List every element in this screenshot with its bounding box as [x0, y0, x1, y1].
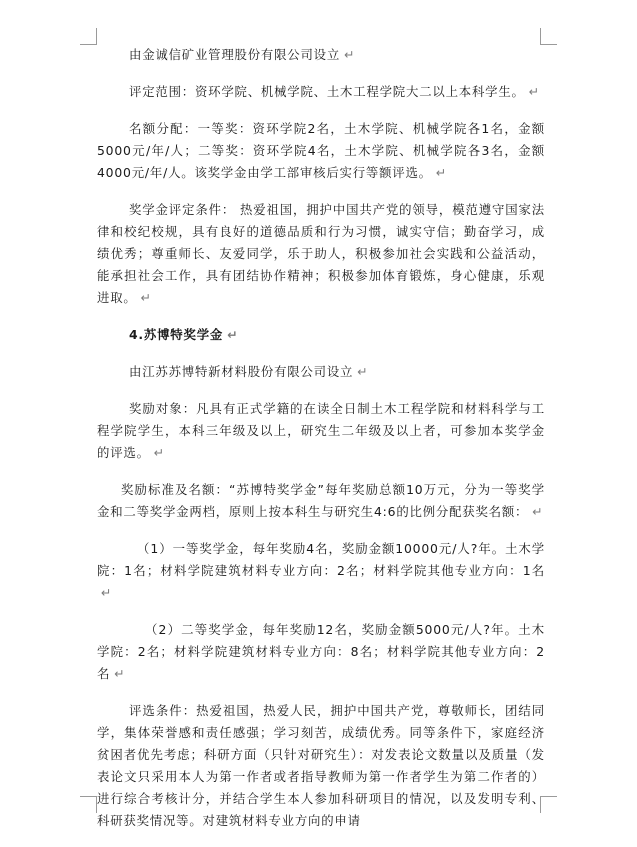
paragraph-mark-icon: ↵ — [344, 47, 356, 62]
paragraph-mark-icon: ↵ — [435, 165, 448, 180]
paragraph — [97, 118, 545, 184]
paragraph-text: 奖励对象：凡具有正式学籍的在读全日制土木工程学院和材料科学与工程学院学生，本科三年级及以上，研究生二年级及以上者，可参加本奖学金的评选。 — [97, 401, 545, 460]
paragraph-mark-icon: ↵ — [528, 84, 540, 99]
paragraph-text: 评选条件：热爱祖国，热爱人民，拥护中国共产党，尊敬师长，团结同学，集体荣誉感和责任感强；学习刻苦，成绩优秀。同等条件下，家庭经济贫困者优先考虑；科研方面（只针对研究生）：对发表论文数量以及质量（发表论文只采用本人为第一作者或者指导教师为第一作者学生为第二作者的）进行综合考核计分，并结合学生本人参加科研项目的情况，以及发明专利、科研获奖情况等。对建筑材料专业方向的申请 — [97, 703, 545, 828]
document-body[interactable] — [97, 44, 545, 847]
paragraph-text: 由江苏苏博特新材料股份有限公司设立 — [129, 364, 354, 379]
paragraph-text: 名额分配：一等奖：资环学院2名，土木学院、机械学院各1名，金额5000元/年/人；二等奖：资环学院4名，土木学院、机械学院各3名，金额4000元/年/人。该奖学金由学工部审核后实行等额评选。 — [97, 121, 545, 180]
paragraph-text: 奖学金评定条件： 热爱祖国，拥护中国共产党的领导，模范遵守国家法律和校纪校规，具有良好的道德品质和行为习惯，诚实守信；勤奋学习，成绩优秀；尊重师长、友爱同学，乐于助人，积极参加社会实践和公益活动，能承担社会工作，具有团结协作精神；积极参加体育锻炼，身心健康，乐观进取。 — [97, 202, 545, 305]
paragraph — [97, 700, 545, 832]
paragraph — [97, 619, 545, 685]
paragraph — [97, 538, 545, 604]
paragraph-text: 4.苏博特奖学金 — [129, 327, 224, 342]
paragraph-mark-icon: ↵ — [101, 585, 113, 600]
paragraph-text: 评定范围：资环学院、机械学院、土木工程学院大二以上本科学生。 — [129, 84, 525, 99]
paragraph — [97, 361, 545, 383]
paragraph-text: 奖励标准及名额：“苏博特奖学金”每年奖励总额10万元，分为一等奖学金和二等奖学金两档，原则上按本科生与研究生4:6的比例分配获奖名额： — [97, 482, 545, 519]
paragraph-mark-icon: ↵ — [140, 290, 152, 305]
margin-corner-top-right — [540, 28, 557, 45]
paragraph-mark-icon: ↵ — [532, 504, 544, 519]
paragraph-mark-icon: ↵ — [357, 364, 369, 379]
paragraph-mark-icon: ↵ — [114, 666, 126, 681]
paragraph-mark-icon: ↵ — [227, 327, 239, 342]
paragraph — [97, 81, 545, 103]
margin-corner-bottom-left — [80, 796, 97, 813]
margin-corner-top-left — [80, 28, 97, 45]
paragraph-text: （2）二等奖学金，每年奖励12名，奖励金额5000元/人?年。土木学院：2名；材料学院建筑材料专业方向：8名；材料学院其他专业方向：2名 — [97, 622, 545, 681]
paragraph-mark-icon: ↵ — [153, 445, 165, 460]
section-heading — [97, 324, 545, 346]
paragraph — [97, 479, 545, 523]
paragraph — [97, 44, 545, 66]
paragraph — [97, 199, 545, 309]
paragraph-text: 由金诚信矿业管理股份有限公司设立 — [129, 47, 341, 62]
paragraph — [97, 398, 545, 464]
paragraph-text: （1）一等奖学金，每年奖励4名，奖励金额10000元/人?年。土木学院：1名；材料学院建筑材料专业方向：2名；材料学院其他专业方向：1名 — [97, 541, 545, 578]
